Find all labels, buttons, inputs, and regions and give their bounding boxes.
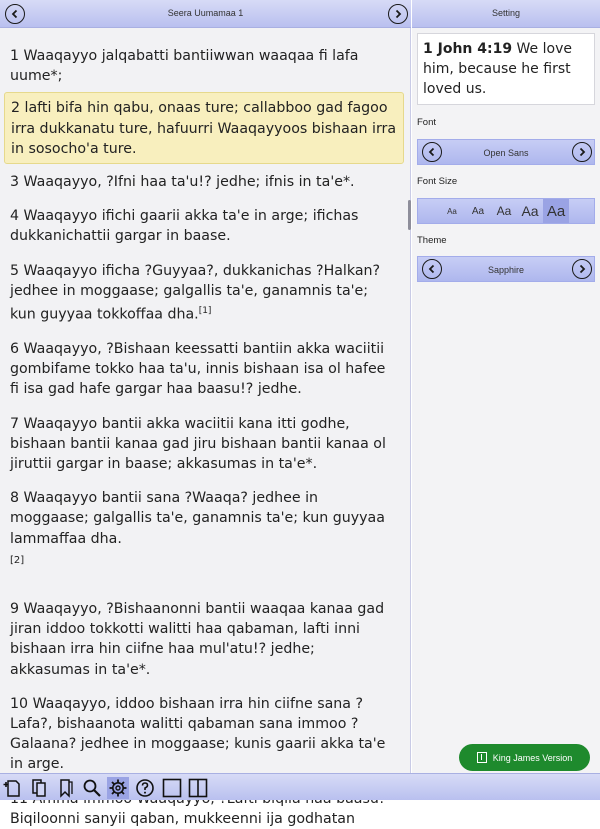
copy-icon	[29, 778, 49, 798]
chevron-right-icon	[577, 264, 587, 274]
verse-of-day-card	[417, 33, 595, 105]
footnote-link[interactable]: [2]	[10, 554, 25, 566]
verse-item[interactable]: 1 Waaqayyo jalqabatti bantiiwwan waaqaa fi lafa uume*;	[10, 48, 359, 85]
verse-item-highlighted[interactable]: 2 lafti bifa hin qabu, onaas ture; callabboo gad fagoo irra dukkanatu ture, hafuurri Waaqayyoos bishaan irra in sosocho'a ture.	[4, 92, 404, 164]
verse-item[interactable]: 5 Waaqayyo ificha ?Guyyaa?, dukkanichas ?Halkan? jedhee in moggaase; galgallis ta'e, ganamnis ta'e; kun guyyaa tokkoffaa dha.[1]	[10, 262, 381, 323]
copy-button[interactable]	[28, 777, 50, 799]
font-size-option[interactable]: Aa	[496, 204, 512, 218]
help-icon	[135, 778, 155, 798]
verse-item[interactable]: 10 Waaqayyo, iddoo bishaan irra hin ciifne sana ?Lafa?, bishaanota walitti qabaman sana immoo ?Galaana? jedhee in moggaase; kunis gaarii akka ta'e in arge.	[10, 695, 386, 773]
verse-item[interactable]: 6 Waaqayyo, ?Bishaan keessatti bantiin akka waciitii gombifame tokko haa ta'u, innis bishaan isa ol hafee fi isa gad hafe gargar haa baasu!? jedhe.	[10, 340, 386, 398]
add-bookmark-button[interactable]	[2, 777, 24, 799]
search-icon	[82, 778, 102, 798]
theme-value: Sapphire	[487, 265, 525, 275]
font-size-selector	[417, 198, 595, 224]
font-size-label: Font Size	[417, 176, 458, 187]
chapter-title[interactable]: Seera Uumamaa 1	[167, 8, 244, 18]
settings-header	[412, 0, 600, 28]
verse-item[interactable]: 9 Waaqayyo, ?Bishaanonni bantii waaqaa kanaa gad jiran iddoo tokkotti walitti haa qabaman, lafti inni bishaan irra hin ciifne haa mul'atu!? jedhe; akkasumas in ta'e*.	[10, 601, 385, 678]
help-button[interactable]	[134, 777, 156, 799]
bible-version-label: King James Version	[492, 752, 573, 763]
verse-item[interactable]: 3 Waaqayyo, ?Ifni haa ta'u!? jedhe; ifnis in ta'e*.	[10, 174, 355, 191]
verse-text: We love him, because he first loved us.	[423, 41, 572, 97]
reader-header	[0, 0, 411, 28]
single-pane-icon	[162, 778, 182, 798]
font-selector	[417, 139, 595, 165]
theme-selector	[417, 256, 595, 282]
bookmarks-icon	[56, 778, 76, 798]
footnote-link[interactable]: [1]	[198, 306, 212, 317]
font-size-option[interactable]: Aa	[471, 205, 485, 217]
verse-item[interactable]: 4 Waaqayyo ifichi gaarii akka ta'e in arge; ifichas dukkanichattii gargar in baase.	[10, 208, 359, 245]
add-bookmark-icon	[3, 778, 23, 798]
verse-reference: 1 John 4:19	[423, 41, 513, 57]
book-icon	[477, 752, 487, 763]
theme-label: Theme	[417, 235, 447, 246]
settings-button[interactable]	[107, 777, 129, 799]
font-next-button[interactable]	[572, 142, 592, 162]
font-label: Font	[417, 117, 437, 128]
split-pane-icon	[188, 778, 208, 798]
theme-next-button[interactable]	[572, 259, 592, 279]
font-value: Open Sans	[483, 148, 529, 158]
verse-item[interactable]: 7 Waaqayyo bantii akka waciitii kana itti godhe, bishaan bantii kanaa gad jiru bishaan bantii kanaa ol jiruttii gargar in baase; akkasumas in ta'e*.	[10, 415, 386, 472]
font-size-option[interactable]: Aa	[521, 203, 539, 219]
bottom-toolbar	[0, 773, 600, 800]
settings-icon	[108, 778, 128, 798]
bookmarks-button[interactable]	[55, 777, 77, 799]
scrollbar-thumb[interactable]	[408, 200, 411, 230]
font-size-option[interactable]: Aa	[447, 206, 457, 216]
chevron-right-icon	[577, 147, 587, 157]
next-chapter-button[interactable]	[388, 4, 408, 24]
verse-list[interactable]	[0, 28, 408, 827]
verse-item[interactable]: Biqiloonni sanyii qaban, mukkeenni ija godhatan	[10, 810, 355, 827]
settings-pane	[412, 0, 600, 773]
settings-title: Setting	[491, 8, 521, 18]
split-pane-button[interactable]	[187, 777, 209, 799]
search-button[interactable]	[81, 777, 103, 799]
verse-item[interactable]: 8 Waaqayyo bantii sana ?Waaqa? jedhee in moggaase; galgallis ta'e, ganamnis ta'e; kun guyyaa lammaffaa dha. [2]	[10, 490, 385, 566]
chevron-right-icon	[393, 9, 403, 19]
single-pane-button[interactable]	[161, 777, 183, 799]
font-size-option-selected[interactable]: Aa	[543, 199, 569, 223]
bible-version-button[interactable]	[459, 744, 590, 771]
